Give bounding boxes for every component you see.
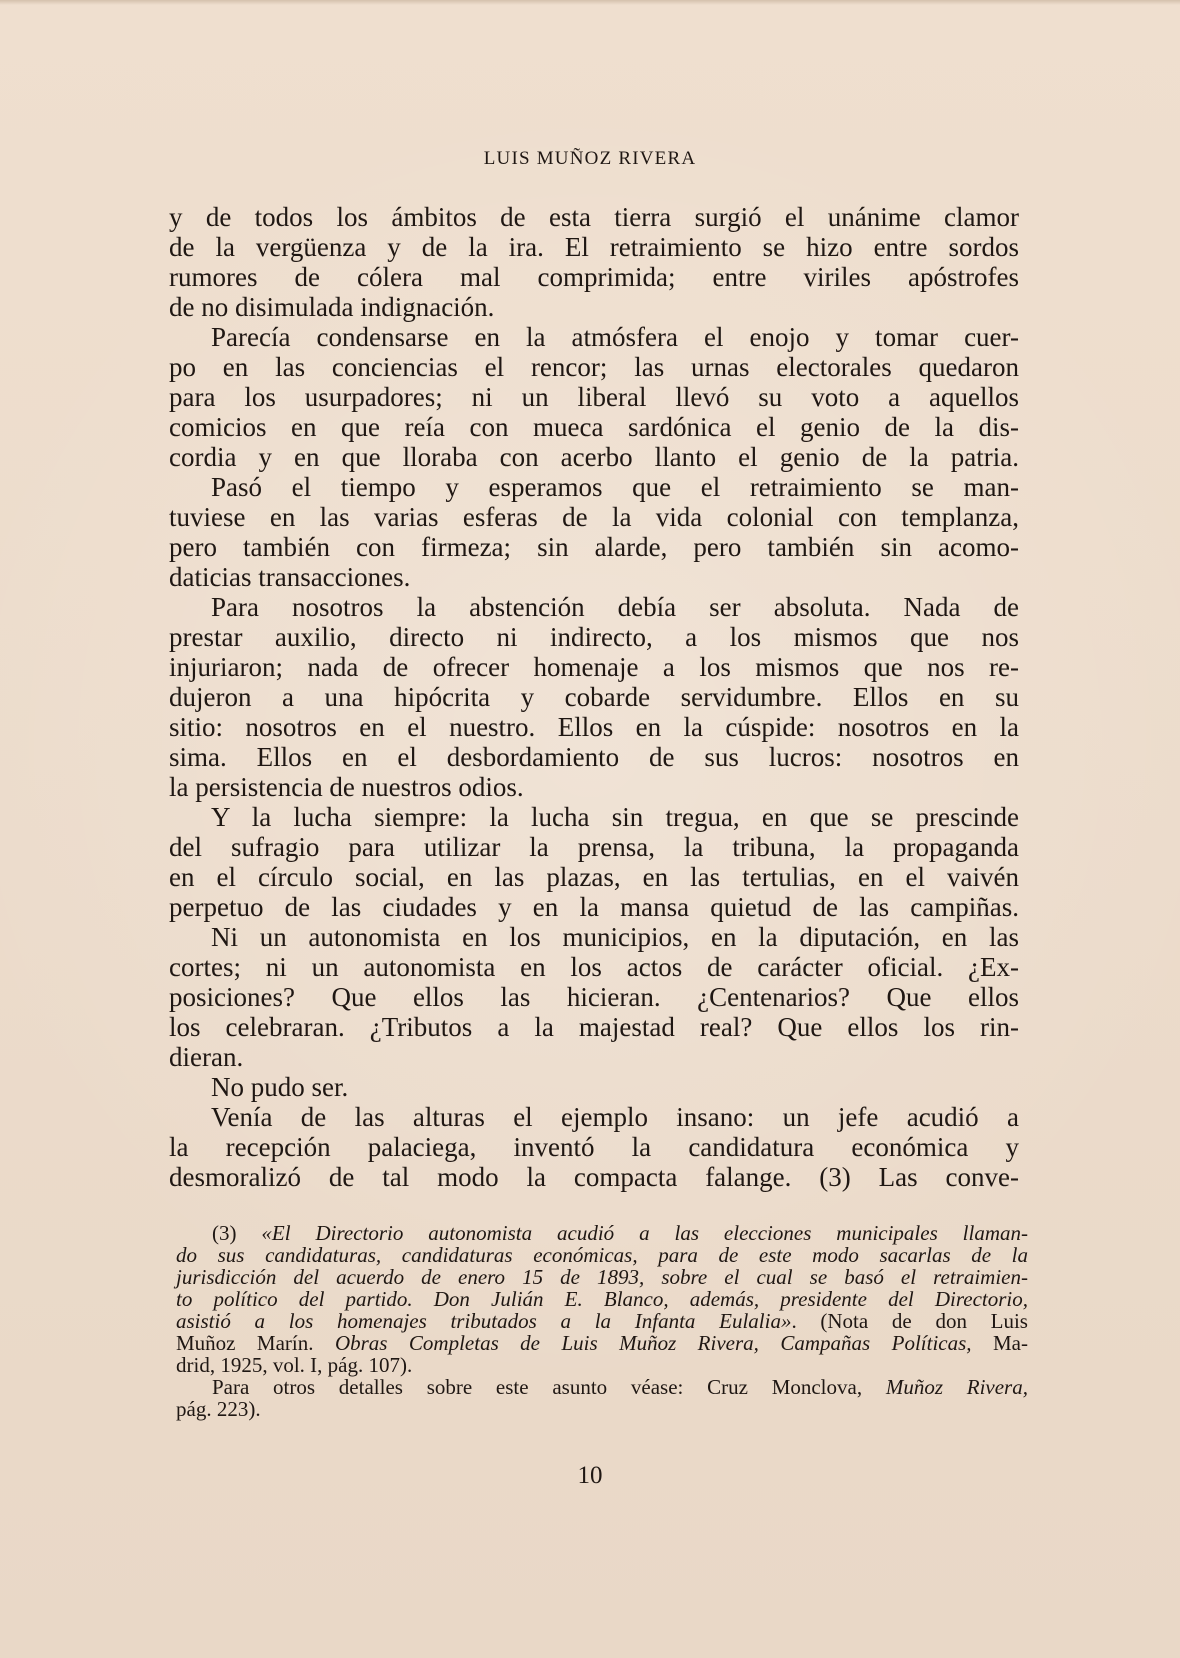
text-line: comicios en que reía con mueca sardónica el genio de la dis- bbox=[169, 412, 1019, 442]
footnote-book-title: Obras Completas de Luis Muñoz Rivera, Campañas Políticas, bbox=[334, 1331, 972, 1355]
text-line: prestar auxilio, directo ni indirecto, a los mismos que nos bbox=[169, 622, 1019, 652]
footnote-reference-page: pág. 223). bbox=[176, 1397, 261, 1421]
text-line: daticias transacciones. bbox=[169, 562, 411, 592]
footnote-line bbox=[176, 1398, 1028, 1420]
footnote-line bbox=[176, 1354, 1028, 1376]
text-line: sima. Ellos en el desbordamiento de sus lucros: nosotros en bbox=[169, 742, 1019, 772]
main-text bbox=[169, 202, 1019, 1192]
text-line: cordia y en que lloraba con acerbo llanto el genio de la patria. bbox=[169, 442, 1019, 472]
footnote-quote-text: to político del partido. Don Julián E. Blanco, además, presidente del Directorio, bbox=[176, 1287, 1028, 1311]
text-line: dujeron a una hipócrita y cobarde servidumbre. Ellos en su bbox=[169, 682, 1019, 712]
text-line: injuriaron; nada de ofrecer homenaje a los mismos que nos re- bbox=[169, 652, 1019, 682]
footnote-block bbox=[176, 1222, 1028, 1420]
paragraph-start-line: Venía de las alturas el ejemplo insano: un jefe acudió a bbox=[211, 1102, 1019, 1132]
page-number: 10 bbox=[577, 1462, 603, 1489]
footnote-line bbox=[176, 1376, 1028, 1398]
footnote-reference-text: Para otros detalles sobre este asunto véase: Cruz Monclova, bbox=[212, 1375, 886, 1399]
footnote-note-text: . (Nota de don Luis bbox=[791, 1309, 1028, 1333]
paragraph-start-line: Parecía condensarse en la atmósfera el enojo y tomar cuer- bbox=[211, 322, 1019, 352]
footnote-reference-title: Muñoz Rivera, bbox=[885, 1375, 1028, 1399]
text-line: cortes; ni un autonomista en los actos de carácter oficial. ¿Ex- bbox=[169, 952, 1019, 982]
text-line: la recepción palaciega, inventó la candidatura económica y bbox=[169, 1132, 1019, 1162]
text-line: los celebraran. ¿Tributos a la majestad real? Que ellos los rin- bbox=[169, 1012, 1019, 1042]
text-line: sitio: nosotros en el nuestro. Ellos en la cúspide: nosotros en la bbox=[169, 712, 1019, 742]
footnote-line bbox=[176, 1222, 1028, 1244]
paragraph-start-line: Y la lucha siempre: la lucha sin tregua, en que se prescinde bbox=[211, 802, 1019, 832]
paragraph-start-line: Para nosotros la abstención debía ser absoluta. Nada de bbox=[211, 592, 1019, 622]
footnote-marker: (3) bbox=[212, 1221, 237, 1245]
footnote-note-text: Ma- bbox=[971, 1331, 1028, 1355]
text-line: de no disimulada indignación. bbox=[169, 292, 495, 322]
footnote-line bbox=[176, 1266, 1028, 1288]
footnote-line bbox=[176, 1310, 1028, 1332]
text-line: desmoralizó de tal modo la compacta falange. (3) Las conve- bbox=[169, 1162, 1019, 1192]
text-line: po en las conciencias el rencor; las urnas electorales quedaron bbox=[169, 352, 1019, 382]
text-line: dieran. bbox=[169, 1042, 244, 1072]
text-line: perpetuo de las ciudades y en la mansa quietud de las campiñas. bbox=[169, 892, 1019, 922]
footnote-quote-text: do sus candidaturas, candidaturas económicas, para de este modo sacarlas de la bbox=[176, 1243, 1028, 1267]
text-line: pero también con firmeza; sin alarde, pero también sin acomo- bbox=[169, 532, 1019, 562]
text-line: de la vergüenza y de la ira. El retraimiento se hizo entre sordos bbox=[169, 232, 1019, 262]
footnote-note-text: Muñoz Marín. bbox=[176, 1331, 335, 1355]
text-line: posiciones? Que ellos las hicieran. ¿Centenarios? Que ellos bbox=[169, 982, 1019, 1012]
footnote-line bbox=[176, 1332, 1028, 1354]
footnote-quote-text: «El Directorio autonomista acudió a las elecciones municipales llaman- bbox=[261, 1221, 1028, 1245]
text-line: rumores de cólera mal comprimida; entre viriles apóstrofes bbox=[169, 262, 1019, 292]
paragraph-start-line: No pudo ser. bbox=[211, 1072, 349, 1102]
text-line: para los usurpadores; ni un liberal llevó su voto a aquellos bbox=[169, 382, 1019, 412]
running-title: LUIS MUÑOZ RIVERA bbox=[483, 148, 697, 169]
footnote-quote-text: asistió a los homenajes tributados a la Infanta Eulalia» bbox=[176, 1309, 792, 1333]
text-line: tuviese en las varias esferas de la vida colonial con templanza, bbox=[169, 502, 1019, 532]
footnote-line bbox=[176, 1288, 1028, 1310]
paragraph-start-line: Ni un autonomista en los municipios, en la diputación, en las bbox=[211, 922, 1019, 952]
footnote-line bbox=[176, 1244, 1028, 1266]
paragraph-start-line: Pasó el tiempo y esperamos que el retraimiento se man- bbox=[211, 472, 1019, 502]
footnote-source-text: drid, 1925, vol. I, pág. 107). bbox=[176, 1353, 413, 1377]
text-line: del sufragio para utilizar la prensa, la tribuna, la propaganda bbox=[169, 832, 1019, 862]
footnote-quote-text: jurisdicción del acuerdo de enero 15 de 1893, sobre el cual se basó el retraimien- bbox=[176, 1265, 1028, 1289]
text-line: la persistencia de nuestros odios. bbox=[169, 772, 524, 802]
text-line: y de todos los ámbitos de esta tierra surgió el unánime clamor bbox=[169, 202, 1019, 232]
text-line: en el círculo social, en las plazas, en las tertulias, en el vaivén bbox=[169, 862, 1019, 892]
